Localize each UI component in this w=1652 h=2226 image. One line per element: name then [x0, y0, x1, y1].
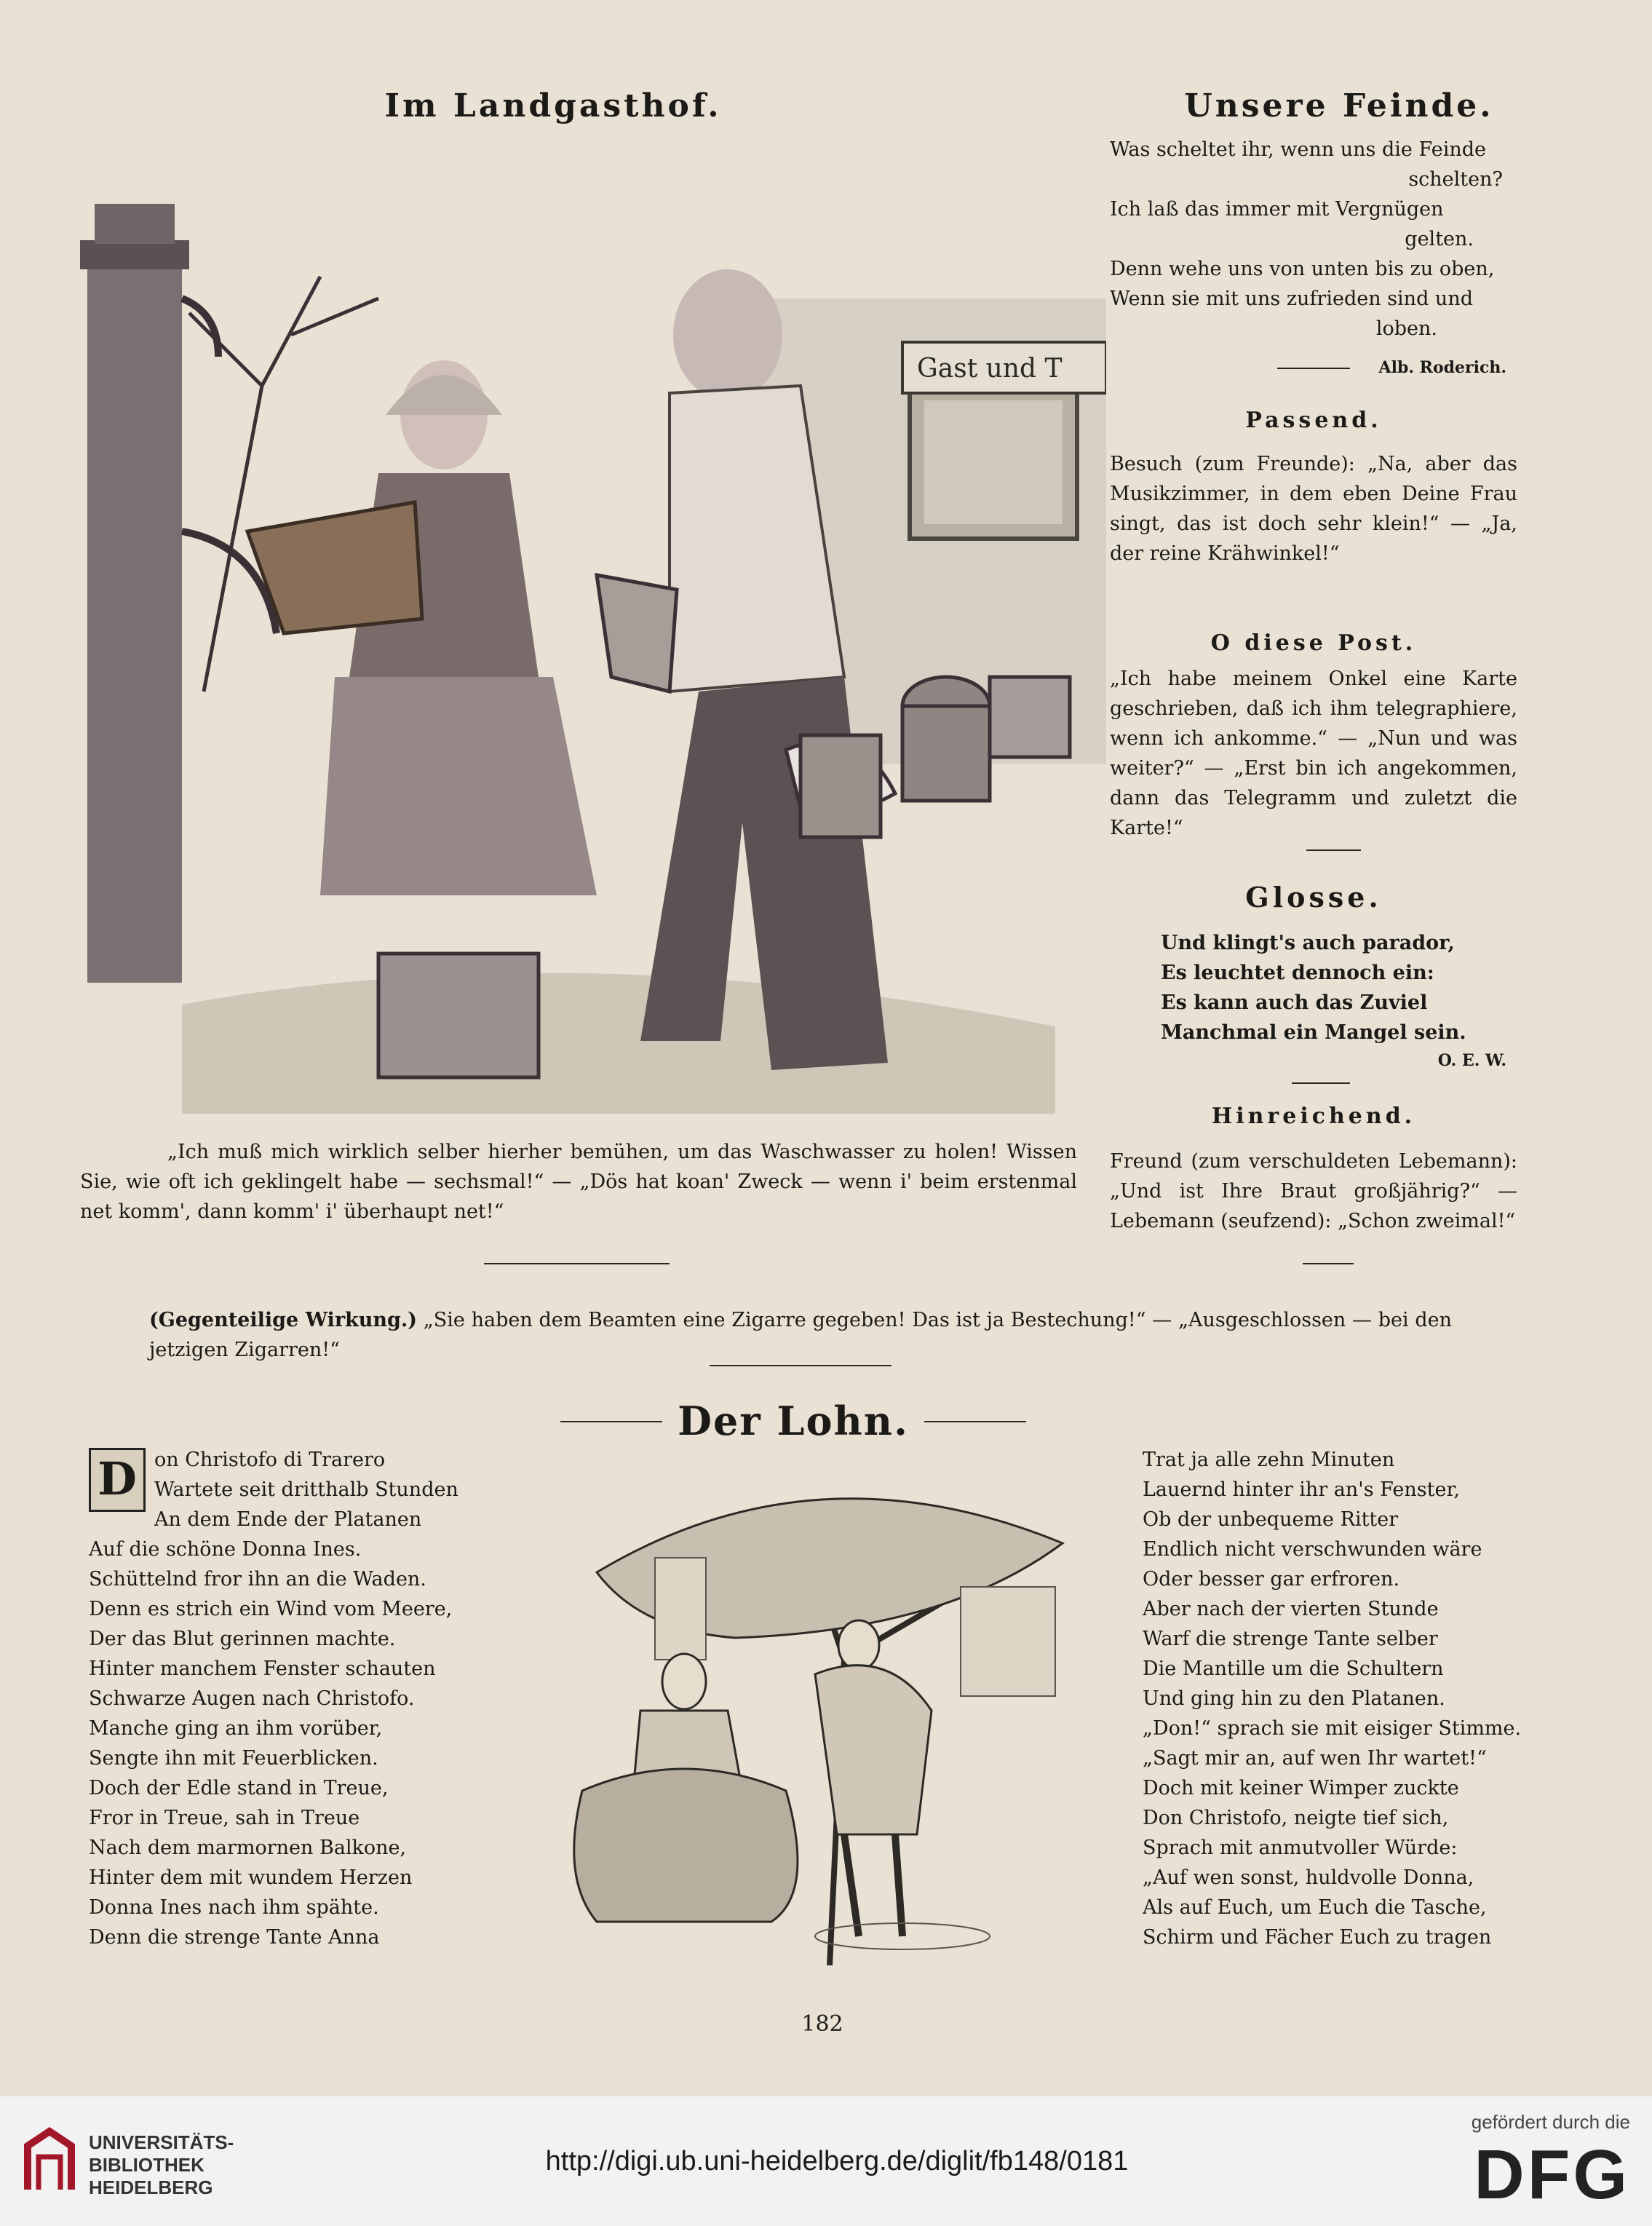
section-title-post: O diese Post.	[1210, 630, 1417, 656]
divider	[1277, 368, 1350, 369]
poem-line: Lauernd hinter ihr an's Fenster,	[1143, 1478, 1460, 1501]
divider	[484, 1263, 670, 1264]
landgasthof-illustration	[73, 167, 1106, 1114]
svg-text:Gast und T: Gast und T	[917, 354, 1063, 384]
poem-line: Es leuchtet dennoch ein:	[1161, 962, 1434, 984]
library-logo-icon	[20, 2124, 80, 2197]
footer-bar	[0, 2096, 1652, 2226]
poem-line: on Christofo di Trarero	[154, 1449, 386, 1471]
poem-line: Denn wehe uns von unten bis zu oben,	[1110, 258, 1495, 280]
poem-line: Als auf Euch, um Euch die Tasche,	[1143, 1896, 1487, 1919]
poem-line: „Sagt mir an, auf wen Ihr wartet!“	[1143, 1747, 1487, 1770]
poem-line: Wenn sie mit uns zufrieden sind und	[1110, 288, 1473, 310]
text-hinreichend: Freund (zum verschuldeten Lebemann): „Und ist Ihre Braut großjährig?“ — Lebemann (seufzend): „Schon zweimal!“	[1110, 1150, 1517, 1232]
poem-line: Fror in Treue, sah in Treue	[89, 1807, 360, 1829]
poem-line: Und ging hin zu den Platanen.	[1143, 1687, 1445, 1710]
poem-line: Sengte ihn mit Feuerblicken.	[89, 1747, 378, 1770]
poem-line: „Auf wen sonst, huldvolle Donna,	[1143, 1866, 1474, 1889]
poem-line: Wartete seit dritthalb Stunden	[154, 1478, 458, 1501]
poem-feinde	[1110, 135, 1517, 344]
poem-line: Denn es strich ein Wind vom Meere,	[89, 1598, 453, 1620]
poem-line: Oder besser gar erfroren.	[1143, 1568, 1400, 1591]
poem-line: Donna Ines nach ihm spähte.	[89, 1896, 379, 1919]
title-ornament-right	[924, 1421, 1026, 1422]
poem-line: Trat ja alle zehn Minuten	[1143, 1449, 1395, 1471]
poem-line: Hinter dem mit wundem Herzen	[89, 1866, 413, 1889]
joke-gegenteilig	[149, 1305, 1452, 1365]
poem-line: loben.	[1375, 317, 1437, 340]
poem-line: Schirm und Fächer Euch zu tragen	[1143, 1926, 1492, 1949]
glosse-author: O. E. W.	[1437, 1051, 1506, 1070]
poem-line: Auf die schöne Donna Ines.	[89, 1538, 362, 1561]
funded-by-text: gefördert durch die	[1471, 2111, 1630, 2133]
poem-line: Manchmal ein Mangel sein.	[1161, 1021, 1466, 1044]
poem-line: Nach dem marmornen Balkone,	[89, 1837, 407, 1859]
poem-author: Alb. Roderich.	[1378, 358, 1506, 377]
poem-line: Schüttelnd fror ihn an die Waden.	[89, 1568, 426, 1591]
section-title-passend: Passend.	[1245, 408, 1382, 433]
poem-line: Doch mit keiner Wimper zuckte	[1143, 1777, 1459, 1799]
poem-line: Endlich nicht verschwunden wäre	[1143, 1538, 1482, 1561]
drop-cap: D	[89, 1448, 146, 1512]
poem-line: Doch der Edle stand in Treue,	[89, 1777, 389, 1799]
poem-line: gelten.	[1405, 228, 1474, 250]
source-url-link[interactable]: http://digi.ub.uni-heidelberg.de/diglit/fb148/0181	[545, 2146, 1129, 2177]
divider	[1292, 1082, 1350, 1084]
poem-line: schelten?	[1408, 168, 1503, 191]
poem-line: Und klingt's auch parador,	[1161, 932, 1455, 954]
poem-line: Die Mantille um die Schultern	[1143, 1657, 1444, 1680]
poem-line: Ich laß das immer mit Vergnügen	[1110, 198, 1444, 221]
poem-glosse	[1161, 928, 1503, 1047]
poem-line: An dem Ende der Platanen	[154, 1508, 422, 1531]
divider	[710, 1365, 891, 1366]
lohn-illustration	[553, 1470, 1077, 1965]
poem-title: Unsere Feinde.	[1184, 87, 1494, 124]
joke-title: (Gegenteilige Wirkung.)	[149, 1309, 418, 1331]
library-name-line: HEIDELBERG	[89, 2177, 213, 2198]
dfg-logo: DFG	[1474, 2136, 1630, 2214]
poem-line: Hinter manchem Fenster schauten	[89, 1657, 436, 1680]
poem-title-lohn: Der Lohn.	[678, 1398, 909, 1444]
lohn-left-column	[89, 1445, 496, 1952]
text-passend: Besuch (zum Freunde): „Na, aber das Musikzimmer, in dem eben Deine Frau singt, das ist doch sehr klein!“ — „Ja, der reine Krähwinkel!“	[1110, 453, 1517, 565]
library-name-line: BIBLIOTHEK	[89, 2154, 204, 2176]
poem-line: Warf die strenge Tante selber	[1143, 1628, 1438, 1650]
library-name	[89, 2131, 234, 2199]
page-number: 182	[801, 2011, 843, 2037]
title-ornament-left	[560, 1421, 662, 1422]
poem-line: Manche ging an ihm vorüber,	[89, 1717, 383, 1740]
divider	[1306, 849, 1361, 851]
poem-line: Schwarze Augen nach Christofo.	[89, 1687, 415, 1710]
text-post: „Ich habe meinem Onkel eine Karte geschrieben, daß ich ihm telegraphiere, wenn ich ankomme.“ — „Nun und was weiter?“ — „Erst bin ich angekommen, dann das Telegramm und zuletzt die Karte!“	[1110, 668, 1517, 839]
poem-line: Es kann auch das Zuviel	[1161, 991, 1428, 1014]
poem-line: Der das Blut gerinnen machte.	[89, 1628, 396, 1650]
section-title-hinreichend: Hinreichend.	[1211, 1104, 1416, 1129]
library-name-line: UNIVERSITÄTS-	[89, 2131, 234, 2153]
poem-line: Aber nach der vierten Stunde	[1143, 1598, 1439, 1620]
lohn-right-column	[1143, 1445, 1550, 1952]
poem-line: Was scheltet ihr, wenn uns die Feinde	[1110, 138, 1486, 161]
divider	[1303, 1263, 1354, 1264]
poem-line: „Don!“ sprach sie mit eisiger Stimme.	[1143, 1717, 1522, 1740]
poem-line: Sprach mit anmutvoller Würde:	[1143, 1837, 1458, 1859]
illustration-title: Im Landgasthof.	[384, 87, 722, 124]
joke-text: „Sie haben dem Beamten eine Zigarre gegeben! Das ist ja Bestechung!“ — „Ausgeschlossen — bei den jetzigen Zigarren!“	[149, 1309, 1452, 1361]
poem-line: Denn die strenge Tante Anna	[89, 1926, 380, 1949]
poem-line: Don Christofo, neigte tief sich,	[1143, 1807, 1449, 1829]
illustration-caption: „Ich muß mich wirklich selber hierher bemühen, um das Waschwasser zu holen! Wissen Sie, wie oft ich geklingelt habe — sechsmal!“ — „Dös hat koan' Zweck — wenn i' beim erstenmal net komm', dann komm' i' überhaupt net!“	[80, 1141, 1077, 1223]
section-title-glosse: Glosse.	[1245, 881, 1382, 914]
poem-line: Ob der unbequeme Ritter	[1143, 1508, 1399, 1531]
